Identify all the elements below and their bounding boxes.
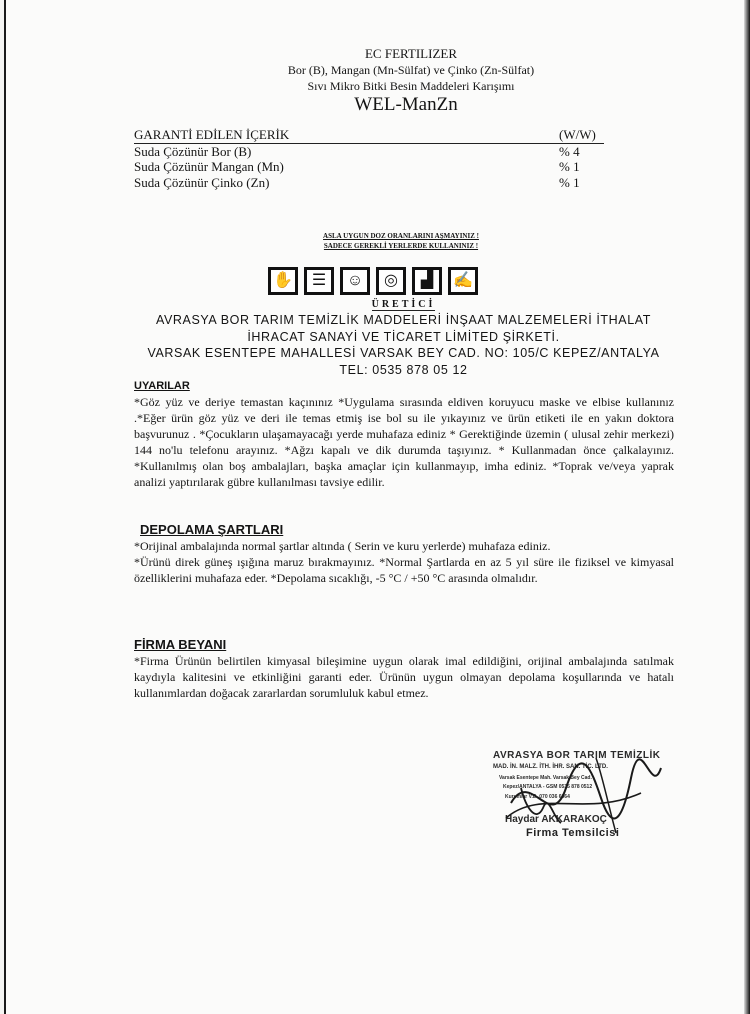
firm-declaration-title: FİRMA BEYANI [134, 637, 227, 652]
guarantee-title: GARANTİ EDİLEN İÇERİK [134, 127, 290, 142]
goggles-icon: ◎ [376, 267, 406, 295]
producer-block [6, 312, 750, 378]
wash-icon: ✍ [448, 267, 478, 295]
header-line-1: EC FERTILIZER [364, 46, 457, 61]
producer-line-1: AVRASYA BOR TARIM TEMİZLİK MADDELERİ İNŞAAT MALZEMELERİ İTHALAT [155, 313, 652, 327]
producer-line-2: İHRACAT SANAYİ VE TİCARET LİMİTED ŞİRKETİ. [247, 329, 560, 344]
producer-phone: TEL: 0535 878 05 12 [339, 362, 468, 377]
gloves-icon: ✋ [268, 267, 298, 295]
guarantee-row-value: % 1 [559, 159, 580, 174]
dose-warning [6, 231, 750, 251]
warnings-title: UYARILAR [134, 380, 190, 392]
safety-pictograms [268, 267, 478, 295]
representative-label: Firma Temsilcisi [526, 827, 620, 839]
header-line-2: Bor (B), Mangan (Mn-Sülfat) ve Çinko (Zn-Sülfat) [287, 63, 535, 77]
guarantee-row [134, 144, 604, 160]
producer-label: ÜRETİCİ [371, 299, 436, 310]
warnings-text: *Göz yüz ve deriye temastan kaçınınız *Uygulama sırasında eldiven koruyucu maske ve elbise kullanınız .*Eğer ürün göz yüz ve deri ile temas etmiş ise bol su ile yıkayınız ve ürün etiketi ile en yakın doktora başvurunuz . *Çocukların ulaşamayacağı yerde muhafaza ediniz * Gerektiğinde üzemin ( ulusal zehir merkezi) 144 no'lu telefonu arayınız. *Ağzı kapalı ve dik durumda taşıyınız. * Kullanmadan önce çalkalayınız. *Kullanılmış olan boş ambalajları, başka amaçlar için kullanmayıp, imha ediniz. *Toprak ve/veya yaprak analizi yaptırılarak gübre kullanılması tavsiye edilir. [134, 395, 674, 489]
producer-address: VARSAK ESENTEPE MAHALLESİ VARSAK BEY CAD. NO: 105/C KEPEZ/ANTALYA [147, 346, 660, 360]
storage-line-1: *Orijinal ambalajında normal şartlar altında ( Serin ve kuru yerlerde) muhafaza ediniz. [134, 539, 551, 553]
warnings-section [134, 378, 674, 490]
storage-section [134, 522, 674, 586]
stamp-line-5: Kurumlar V.D. 070 036 6664 [505, 794, 570, 800]
guarantee-header [134, 127, 604, 144]
mixing-icon: ☰ [304, 267, 334, 295]
producer-label-wrap [6, 299, 750, 310]
firm-declaration-section [134, 637, 674, 701]
guarantee-row [134, 175, 604, 191]
document-page [4, 0, 748, 1014]
mask-icon: ☺ [340, 267, 370, 295]
dose-warning-line-1: ASLA UYGUN DOZ ORANLARINI AŞMAYINIZ ! [323, 232, 479, 240]
stamp-line-1: AVRASYA BOR TARIM TEMİZLİK [493, 750, 661, 761]
guarantee-row-value: % 1 [559, 174, 580, 190]
stamp-name: Haydar AKKARAKOÇ [505, 814, 607, 825]
guarantee-table [134, 127, 604, 190]
guarantee-row [134, 159, 604, 175]
header-line-3: Sıvı Mikro Bitki Besin Maddeleri Karışımı [307, 79, 515, 93]
stamp-line-2: MAD. İN. MALZ. İTH. İHR. SAN. TİC. LTD. [493, 764, 608, 770]
boots-icon: ▟ [412, 267, 442, 295]
storage-text: *Ürünü direk güneş ışığına maruz bırakmayınız. *Normal Şartlarda en az 5 yıl süre ile fiziksel ve kimyasal özelliklerini muhafaza eder. *Depolama sıcaklığı, -5 °C / +50 °C arasında olmalıdır. [134, 555, 674, 585]
firm-declaration-text: *Firma Ürünün belirtilen kimyasal bileşimine uygun olarak imal edildiğini, orijinal ambalajında satılmak kaydıyla kalitesini ve etkinliğini garanti eder. Ürünün uygun olmayan depolama koşullarında ve hatalı kullanımlardan doğacak zararlardan sorumluluk kabul etmez. [134, 654, 674, 700]
stamp-line-3: Varsak Esentepe Mah. Varsak Bey Cad. [499, 775, 592, 781]
page-edge [744, 0, 750, 1014]
dose-warning-line-2: SADECE GEREKLİ YERLERDE KULLANINIZ ! [323, 242, 479, 250]
guarantee-row-value: % 4 [559, 143, 580, 159]
guarantee-row-name: Suda Çözünür Çinko (Zn) [134, 174, 270, 190]
stamp-line-4: Kepez/ANTALYA - GSM 0535 878 0512 [503, 784, 593, 790]
guarantee-unit: (W/W) [559, 127, 596, 142]
guarantee-row-name: Suda Çözünür Mangan (Mn) [134, 159, 284, 174]
product-name: WEL-ManZn [354, 94, 458, 115]
guarantee-row-name: Suda Çözünür Bor (B) [134, 143, 252, 159]
storage-title: DEPOLAMA ŞARTLARI [140, 522, 284, 537]
